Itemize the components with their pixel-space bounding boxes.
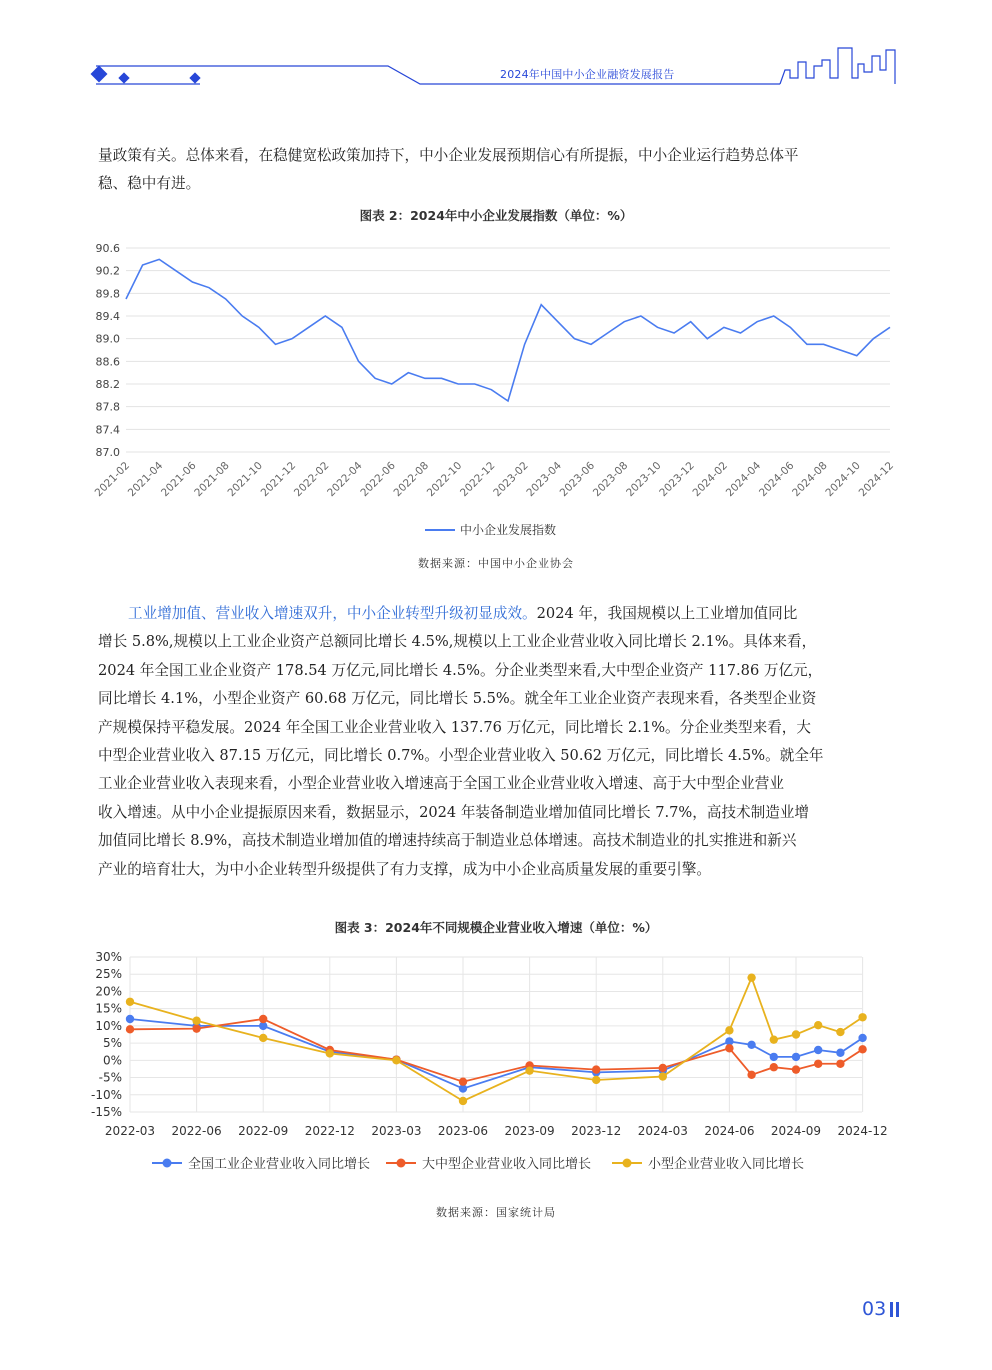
series-line-small — [130, 978, 863, 1101]
x-tick-label: 2022-06 — [358, 459, 398, 500]
page-bar-icon — [890, 1302, 893, 1317]
y-tick-label: 88.2 — [95, 378, 120, 391]
y-tick-label: 89.4 — [95, 310, 120, 323]
x-tick-label: 2024-12 — [837, 1124, 888, 1138]
legend-dot-icon — [163, 1159, 172, 1168]
x-tick-label: 2022-08 — [391, 459, 432, 500]
data-point — [814, 1021, 822, 1029]
y-tick-label: 20% — [95, 984, 122, 999]
data-point — [126, 1025, 134, 1033]
figure3-source: 数据来源：国家统计局 — [436, 1206, 556, 1219]
data-point — [459, 1077, 467, 1085]
x-tick-label: 2021-02 — [92, 459, 133, 500]
legend-label: 大中型企业营业收入同比增长 — [422, 1157, 592, 1172]
x-tick-label: 2024-06 — [756, 459, 797, 500]
diamond-icon — [189, 72, 200, 83]
data-point — [747, 973, 755, 981]
data-point — [836, 1028, 844, 1036]
x-tick-label: 2024-08 — [790, 459, 830, 500]
body-line: 增长 5.8%,规模以上工业企业资产总额同比增长 4.5%,规模以上工业企业营业收入同比增长 2.1%。具体来看， — [98, 633, 817, 651]
x-tick-label: 2021-12 — [258, 459, 299, 500]
x-tick-label: 2024-02 — [690, 459, 731, 500]
body-line: 同比增长 4.1%，小型企业资产 60.68 万亿元，同比增长 5.5%。就全年工业企业资产表现来看，各类型企业资 — [98, 690, 817, 708]
x-tick-label: 2024-04 — [723, 459, 764, 500]
x-tick-label: 2021-04 — [125, 459, 166, 500]
x-tick-label: 2023-08 — [590, 459, 631, 500]
x-tick-label: 2022-12 — [304, 1124, 355, 1138]
body-line: 收入增速。从中小企业提振原因来看，数据显示，2024 年装备制造业增加值同比增长 7.7%，高技术制造业增 — [98, 803, 810, 821]
x-tick-label: 2023-06 — [437, 1124, 489, 1138]
y-tick-label: 87.8 — [95, 400, 120, 414]
y-tick-label: 90.6 — [95, 242, 120, 255]
data-point — [747, 1041, 755, 1049]
body-line: 2024 年全国工业企业资产 178.54 万亿元,同比增长 4.5%。分企业类型来看,大中型企业资产 117.86 万亿元， — [98, 661, 823, 679]
x-tick-label: 2023-04 — [524, 459, 564, 500]
legend-label: 全国工业企业营业收入同比增长 — [188, 1157, 371, 1172]
data-point — [836, 1060, 844, 1068]
series-line-development-index — [126, 259, 890, 401]
x-tick-label: 2023-02 — [491, 459, 531, 500]
data-point — [192, 1017, 200, 1025]
header-decoration — [0, 0, 992, 100]
data-point — [725, 1044, 733, 1052]
x-tick-label: 2023-03 — [371, 1124, 422, 1138]
x-tick-label: 2022-06 — [171, 1124, 222, 1138]
body-line: 产业的培育壮大，为中小企业转型升级提供了有力支撑，成为中小企业高质量发展的重要引擎。 — [98, 860, 711, 878]
x-tick-label: 2021-06 — [159, 459, 199, 500]
y-tick-label: 88.6 — [95, 355, 120, 369]
data-point — [858, 1013, 866, 1021]
diamond-icon — [118, 72, 129, 83]
report-header — [0, 0, 992, 100]
x-tick-label: 2024-06 — [704, 1124, 755, 1138]
data-point — [659, 1072, 667, 1080]
data-point — [814, 1060, 822, 1068]
data-point — [126, 1015, 134, 1023]
body-line: 中型企业营业收入 87.15 万亿元，同比增长 0.7%。小型企业营业收入 50.62 万亿元，同比增长 4.5%。就全年 — [98, 747, 824, 765]
y-tick-label: 89.0 — [95, 332, 120, 346]
y-tick-label: 89.8 — [95, 287, 120, 301]
x-tick-label: 2024-09 — [770, 1124, 822, 1138]
body-line: 工业企业营业收入表现来看，小型企业营业收入增速高于全国工业企业营业收入增速、高于大中型企业营业 — [98, 775, 784, 793]
data-point — [725, 1026, 733, 1034]
x-tick-label: 2022-04 — [325, 459, 365, 500]
x-tick-label: 2021-08 — [192, 459, 232, 500]
y-tick-label: 5% — [102, 1036, 122, 1051]
x-tick-label: 2022-03 — [104, 1124, 156, 1138]
y-tick-label: -5% — [98, 1070, 122, 1085]
page-bar-icon — [896, 1302, 899, 1317]
data-point — [836, 1049, 844, 1057]
data-point — [792, 1030, 800, 1038]
x-tick-label: 2022-09 — [238, 1124, 289, 1138]
x-tick-label: 2023-12 — [657, 459, 697, 500]
body-paragraph — [98, 600, 898, 884]
y-tick-label: -10% — [90, 1087, 122, 1102]
data-point — [592, 1076, 600, 1084]
legend-label: 中小企业发展指数 — [460, 523, 557, 537]
y-tick-label: 10% — [95, 1018, 122, 1033]
y-tick-label: 90.2 — [95, 264, 120, 278]
x-tick-label: 2022-10 — [424, 459, 465, 500]
legend-dot-icon — [397, 1159, 406, 1168]
x-tick-label: 2024-10 — [823, 459, 863, 500]
y-tick-label: 30% — [95, 950, 122, 964]
report-title: 2024年中国中小企业融资发展报告 — [500, 68, 675, 81]
data-point — [392, 1056, 400, 1064]
diamond-icon — [91, 66, 108, 83]
y-tick-label: 0% — [102, 1053, 122, 1068]
y-tick-label: -15% — [90, 1105, 122, 1119]
figure2-title: 图表 2：2024年中小企业发展指数（单位：%） — [359, 208, 633, 223]
data-point — [259, 1034, 267, 1042]
y-tick-label: 15% — [95, 1001, 122, 1016]
data-point — [192, 1024, 200, 1032]
body-first-line — [98, 600, 898, 628]
data-point — [747, 1071, 755, 1079]
data-point — [126, 998, 134, 1006]
data-point — [525, 1066, 533, 1074]
data-point — [659, 1064, 667, 1072]
y-tick-label: 25% — [95, 967, 122, 982]
legend-label: 小型企业营业收入同比增长 — [648, 1157, 805, 1172]
body-line: 产规模保持平稳发展。2024 年全国工业企业营业收入 137.76 万亿元，同比增长 2.1%。分企业类型来看，大 — [98, 718, 811, 736]
data-point — [259, 1015, 267, 1023]
x-tick-label: 2024-12 — [856, 459, 897, 500]
intro-line: 量政策有关。总体来看，在稳健宽松政策加持下，中小企业发展预期信心有所提振，中小企业运行趋势总体平 — [98, 147, 799, 164]
figure3-chart — [90, 945, 910, 1185]
y-tick-label: 87.0 — [95, 446, 120, 459]
data-point — [792, 1065, 800, 1073]
data-point — [770, 1053, 778, 1061]
intro-paragraph — [98, 142, 898, 199]
data-point — [858, 1045, 866, 1053]
first-line-rest: 2024 年，我国规模以上工业增加值同比 — [536, 605, 798, 622]
data-point — [459, 1097, 467, 1105]
data-point — [858, 1034, 866, 1042]
x-tick-label: 2023-09 — [504, 1124, 555, 1138]
data-point — [770, 1035, 778, 1043]
x-tick-label: 2023-10 — [624, 459, 664, 500]
figure3-title: 图表 3：2024年不同规模企业营业收入增速（单位：%） — [334, 920, 658, 935]
lead-sentence: 工业增加值、营业收入增速双升，中小企业转型升级初显成效。 — [128, 605, 537, 622]
data-point — [814, 1046, 822, 1054]
data-point — [592, 1065, 600, 1073]
x-tick-label: 2023-06 — [557, 459, 598, 500]
figure2-source: 数据来源：中国中小企业协会 — [418, 557, 574, 570]
figure2-chart — [90, 238, 910, 548]
x-tick-label: 2023-12 — [571, 1124, 622, 1138]
x-tick-label: 2022-02 — [291, 459, 332, 500]
data-point — [326, 1049, 334, 1057]
x-tick-label: 2022-12 — [458, 459, 498, 500]
x-tick-label: 2021-10 — [225, 459, 265, 500]
body-line: 加值同比增长 8.9%，高技术制造业增加值的增速持续高于制造业总体增速。高技术制造业的扎实推进和新兴 — [98, 832, 797, 850]
y-tick-label: 87.4 — [95, 423, 120, 437]
page-number: 03 — [862, 1298, 887, 1320]
data-point — [770, 1063, 778, 1071]
data-point — [792, 1053, 800, 1061]
legend-dot-icon — [623, 1159, 632, 1168]
intro-line: 稳、稳中有进。 — [98, 175, 201, 193]
x-tick-label: 2024-03 — [637, 1124, 688, 1138]
